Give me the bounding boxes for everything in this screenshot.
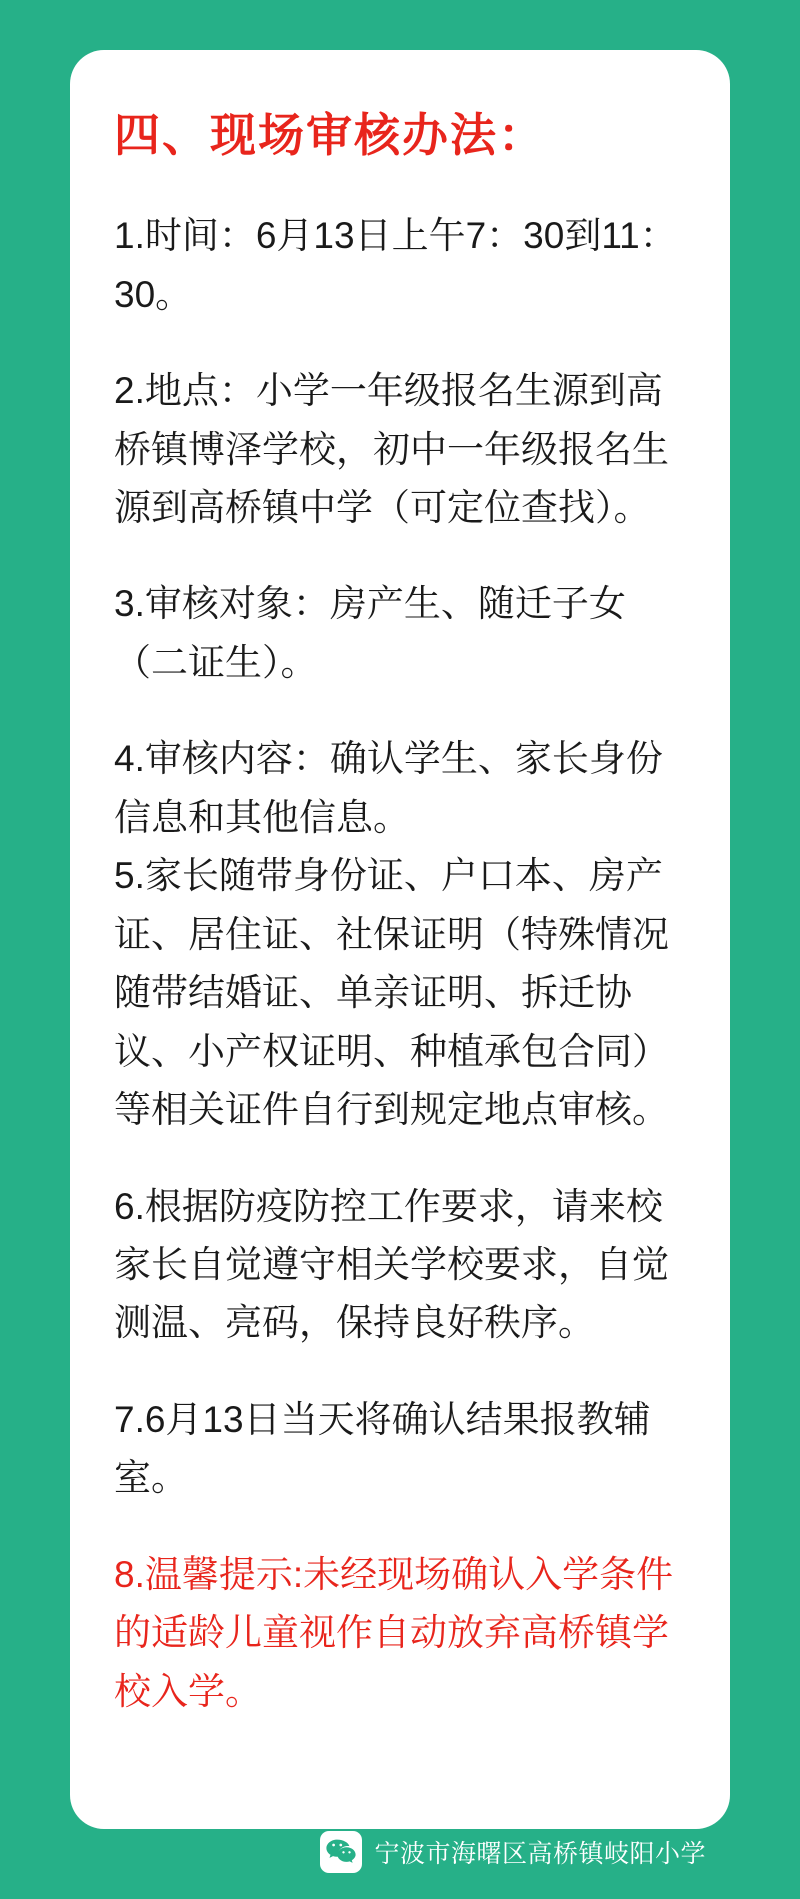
paragraph-4: 4.审核内容：确认学生、家长身份信息和其他信息。	[114, 738, 663, 838]
wechat-icon	[320, 1831, 362, 1873]
paragraph-8-notice: 8.温馨提示:未经现场确认入学条件的适龄儿童视作自动放弃高桥镇学校入学。	[114, 1553, 674, 1712]
footer	[70, 1831, 730, 1899]
paragraph-2: 2.地点：小学一年级报名生源到高桥镇博泽学校，初中一年级报名生源到高桥镇中学（可定位查找）。	[114, 370, 669, 528]
page-title: 四、现场审核办法：	[114, 109, 546, 161]
paragraph-6: 6.根据防疫防控工作要求，请来校家长自觉遵守相关学校要求，自觉测温、亮码，保持良好秩序。	[114, 1185, 669, 1344]
paragraph-3: 3.审核对象：房产生、随迁子女（二证生）。	[114, 583, 626, 683]
wechat-account-name: 宁波市海曙区高桥镇岐阳小学	[374, 1840, 706, 1868]
content-card	[70, 50, 730, 1829]
paragraph-5: 5.家长随带身份证、户口本、房产证、居住证、社保证明（特殊情况随带结婚证、单亲证明、拆迁协议、小产权证明、种植承包合同）等相关证件自行到规定地点审核。	[114, 855, 669, 1131]
paragraph-1: 1.时间：6月13日上午7：30到11：30。	[114, 215, 677, 315]
paragraph-7: 7.6月13日当天将确认结果报教辅室。	[114, 1398, 651, 1499]
